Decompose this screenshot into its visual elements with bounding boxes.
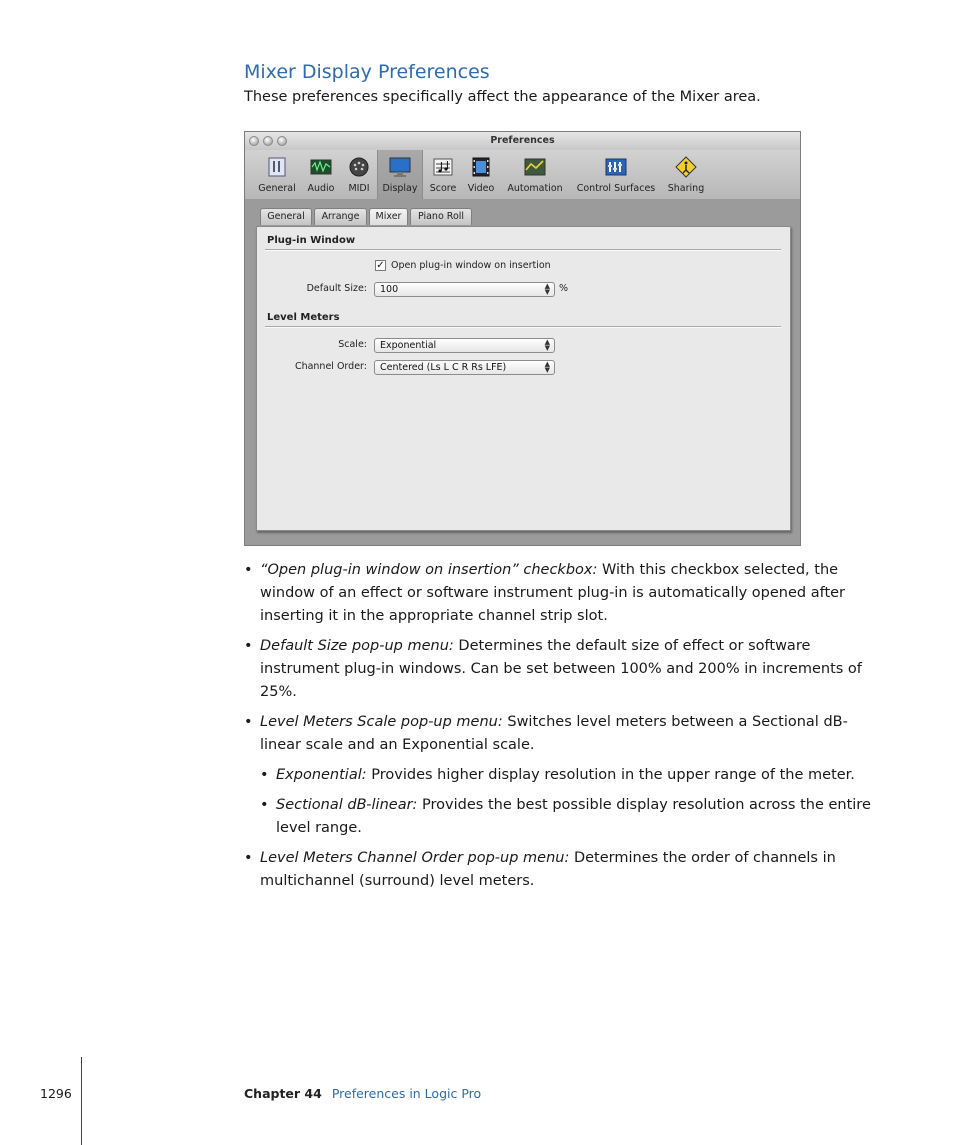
stepper-arrows-icon: ▲ ▼	[544, 338, 550, 352]
preferences-window	[244, 131, 801, 546]
tab-arrange[interactable]: Arrange	[314, 208, 367, 225]
toolbar-midi[interactable]: MIDI	[343, 150, 375, 199]
toolbar-display[interactable]: Display	[377, 150, 423, 199]
list-item: • Default Size pop-up menu: Determines the default size of effect or software instrument plug-in windows. Can be set between 100% and 200% in increments of 25%.	[244, 638, 862, 700]
mixer-panel	[256, 226, 791, 531]
divider	[265, 326, 781, 328]
score-icon	[432, 156, 454, 178]
display-icon	[389, 156, 411, 178]
default-size-label: Default Size:	[306, 283, 367, 294]
level-meters-section: Level Meters	[267, 312, 340, 323]
automation-icon	[524, 156, 546, 178]
scale-value: Exponential	[380, 340, 437, 351]
channel-order-value: Centered (Ls L C R Rs LFE)	[380, 362, 507, 373]
plugin-window-section: Plug-in Window	[267, 235, 356, 246]
open-plugin-checkbox[interactable]	[375, 260, 386, 271]
tab-piano-roll[interactable]: Piano Roll	[410, 208, 472, 225]
chapter-footer	[244, 1086, 481, 1101]
bullet-list	[244, 559, 884, 900]
section-heading: Mixer Display Preferences	[244, 61, 490, 83]
checkmark-icon: ✓	[376, 260, 385, 271]
sharing-icon	[675, 156, 697, 178]
general-icon	[266, 156, 288, 178]
midi-icon	[348, 156, 370, 178]
video-icon	[470, 156, 492, 178]
window-title: Preferences	[490, 135, 555, 146]
control-surfaces-icon	[605, 156, 627, 178]
stepper-arrows-icon: ▲ ▼	[544, 360, 550, 374]
stepper-arrows-icon: ▲ ▼	[544, 282, 550, 296]
scale-label: Scale:	[338, 339, 367, 350]
percent-unit: %	[559, 283, 569, 294]
list-item: • “Open plug-in window on insertion” checkbox: With this checkbox selected, the window of an effect or software instrument plug-in is automatically opened after inserting it in the appropriate channel strip slot.	[244, 562, 846, 624]
toolbar-sharing[interactable]: Sharing	[663, 150, 709, 199]
toolbar-score[interactable]: Score	[425, 150, 461, 199]
list-item: • Level Meters Channel Order pop-up menu: Determines the order of channels in multichannel (surround) level meters.	[244, 850, 836, 889]
toolbar	[245, 150, 800, 199]
chapter-number: Chapter 44	[244, 1086, 322, 1101]
channel-order-label: Channel Order:	[294, 361, 367, 372]
default-size-value: 100	[380, 284, 399, 295]
checkbox-label: Open plug-in window on insertion	[391, 260, 551, 271]
channel-order-popup[interactable]	[374, 360, 555, 375]
default-size-popup[interactable]	[374, 282, 555, 297]
toolbar-video[interactable]: Video	[463, 150, 499, 199]
audio-icon	[310, 156, 332, 178]
toolbar-control-surfaces[interactable]: Control Surfaces	[571, 150, 661, 199]
tab-general[interactable]: General	[260, 208, 312, 225]
toolbar-automation[interactable]: Automation	[503, 150, 567, 199]
page-number: 1296	[40, 1086, 72, 1101]
footer-divider	[81, 1057, 82, 1145]
intro-text: These preferences specifically affect the appearance of the Mixer area.	[244, 89, 761, 105]
scale-popup[interactable]	[374, 338, 555, 353]
list-item: • Level Meters Scale pop-up menu: Switches level meters between a Sectional dB-linear scale and an Exponential scale.	[244, 714, 848, 753]
tab-mixer[interactable]: Mixer	[369, 208, 408, 225]
title-bar	[245, 132, 800, 151]
chapter-title: Preferences in Logic Pro	[331, 1086, 482, 1101]
list-item: • Exponential: Provides higher display resolution in the upper range of the meter.	[260, 767, 855, 783]
toolbar-audio[interactable]: Audio	[301, 150, 341, 199]
divider	[265, 249, 781, 251]
toolbar-general[interactable]: General	[255, 150, 299, 199]
list-item: • Sectional dB-linear: Provides the best possible display resolution across the entire level range.	[260, 797, 871, 836]
